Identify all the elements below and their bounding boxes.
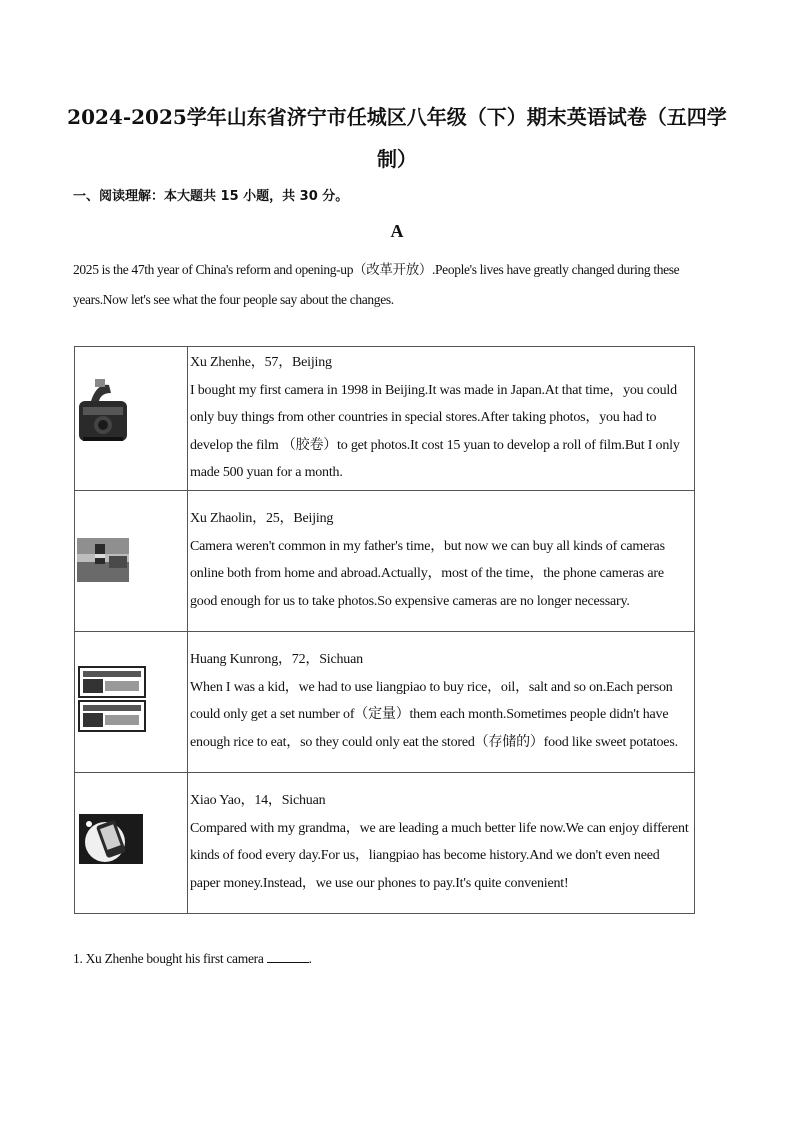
- person-header: Xiao Yao，14，Sichuan: [190, 793, 326, 809]
- person-text-cell: [188, 772, 695, 913]
- person-text: Compared with my grandma，we are leading a much better life now.We can enjoy different kinds of food every day.For us，liangpiao has become history.And we don't even need paper money.Instead，we use our phones to pay.It's quite convenient!: [190, 820, 689, 892]
- section-heading: 一、阅读理解：本大题共 15 小题，共 30 分。: [73, 189, 349, 204]
- person-text-cell: [188, 631, 695, 772]
- camera-icon: [75, 349, 187, 487]
- ration-coupons-icon: [75, 633, 187, 771]
- person-text: I bought my first camera in 1998 in Beijing.It was made in Japan.At that time，you could only buy things from other countries in special stores.After taking photos，you had to develop the film （胶卷）to get photos.It cost 15 yuan to develop a roll of film.But I only made 500 yuan for a month.: [190, 382, 680, 481]
- photo-cell: [75, 772, 188, 913]
- passage-letter: A: [390, 221, 404, 241]
- photo-cell: [75, 347, 188, 491]
- photo-cell: [75, 490, 188, 631]
- answer-blank[interactable]: [267, 950, 309, 963]
- photo-cell: [75, 631, 188, 772]
- table-row: [75, 631, 695, 772]
- question-text: 1. Xu Zhenhe bought his first camera: [73, 951, 264, 966]
- person-header: Huang Kunrong，72，Sichuan: [190, 652, 363, 668]
- person-text: Camera weren't common in my father's time，but now we can buy all kinds of cameras online both from home and abroad.Actually，most of the time，the phone cameras are good enough for us to take photos.So expensive cameras are no longer necessary.: [190, 538, 665, 610]
- table-row: [75, 490, 695, 631]
- page-title: 2024-2025学年山东省济宁市任城区八年级（下）期末英语试卷（五四学制）: [67, 105, 727, 171]
- person-header: Xu Zhaolin，25，Beijing: [190, 511, 334, 527]
- table-row: [75, 347, 695, 491]
- mobile-payment-icon: [75, 774, 187, 912]
- person-text-cell: [188, 490, 695, 631]
- people-table: [74, 346, 695, 914]
- passage-intro: 2025 is the 47th year of China's reform and opening-up（改革开放）.People's lives have greatly changed during these years.Now let's see what the four people say about the changes.: [73, 262, 680, 307]
- person-text-cell: [188, 347, 695, 491]
- question-1: [73, 950, 312, 967]
- table-row: [75, 772, 695, 913]
- phone-camera-photo-icon: [75, 492, 187, 630]
- question-end: .: [308, 951, 312, 966]
- person-header: Xu Zhenhe，57，Beijing: [190, 355, 332, 370]
- person-text: When I was a kid，we had to use liangpiao to buy rice，oil，salt and so on.Each person could only get a set number of（定量）them each month.Sometimes people didn't have enough rice to eat，so they could only eat the stored（存储的）food like sweet potatoes.: [190, 679, 678, 751]
